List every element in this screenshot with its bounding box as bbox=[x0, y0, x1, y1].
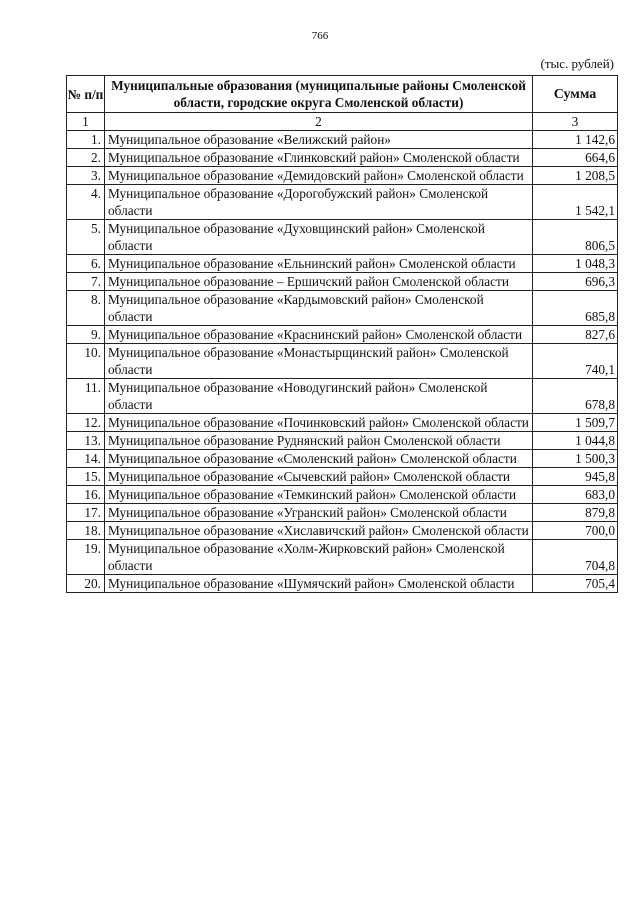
table-row bbox=[67, 185, 618, 220]
table-body bbox=[67, 131, 618, 593]
row-sum: 700,0 bbox=[533, 522, 618, 540]
row-sum: 1 542,1 bbox=[533, 185, 618, 220]
row-sum: 945,8 bbox=[533, 468, 618, 486]
row-sum: 1 509,7 bbox=[533, 414, 618, 432]
municipality-name: Муниципальное образование Руднянский район Смоленской области bbox=[105, 432, 533, 450]
municipality-name: Муниципальное образование «Монастырщинский район» Смоленской области bbox=[105, 344, 533, 379]
row-number: 5. bbox=[67, 220, 105, 255]
row-sum: 1 048,3 bbox=[533, 255, 618, 273]
table-row bbox=[67, 167, 618, 185]
page-number: 766 bbox=[311, 30, 329, 42]
header-number: № п/п bbox=[67, 76, 105, 113]
row-sum: 685,8 bbox=[533, 291, 618, 326]
row-number: 15. bbox=[67, 468, 105, 486]
row-number: 12. bbox=[67, 414, 105, 432]
row-number: 11. bbox=[67, 379, 105, 414]
row-sum: 879,8 bbox=[533, 504, 618, 522]
municipality-name: Муниципальное образование «Дорогобужский район» Смоленской области bbox=[105, 185, 533, 220]
column-index-3: 3 bbox=[533, 113, 618, 131]
row-sum: 1 044,8 bbox=[533, 432, 618, 450]
table-row bbox=[67, 220, 618, 255]
table-header-row bbox=[67, 76, 618, 113]
municipality-name: Муниципальное образование «Починковский район» Смоленской области bbox=[105, 414, 533, 432]
row-number: 13. bbox=[67, 432, 105, 450]
row-sum: 696,3 bbox=[533, 273, 618, 291]
row-number: 4. bbox=[67, 185, 105, 220]
row-sum: 678,8 bbox=[533, 379, 618, 414]
table-row bbox=[67, 326, 618, 344]
row-sum: 1 208,5 bbox=[533, 167, 618, 185]
municipality-name: Муниципальное образование «Краснинский район» Смоленской области bbox=[105, 326, 533, 344]
row-number: 3. bbox=[67, 167, 105, 185]
municipality-name: Муниципальное образование «Сычевский район» Смоленской области bbox=[105, 468, 533, 486]
table-row bbox=[67, 149, 618, 167]
units-label: (тыс. рублей) bbox=[540, 56, 614, 71]
table-row bbox=[67, 468, 618, 486]
municipality-name: Муниципальное образование «Ельнинский район» Смоленской области bbox=[105, 255, 533, 273]
row-sum: 705,4 bbox=[533, 575, 618, 593]
municipality-name: Муниципальное образование «Темкинский район» Смоленской области bbox=[105, 486, 533, 504]
row-sum: 1 142,6 bbox=[533, 131, 618, 149]
table-row bbox=[67, 504, 618, 522]
municipality-name: Муниципальное образование «Глинковский район» Смоленской области bbox=[105, 149, 533, 167]
row-sum: 683,0 bbox=[533, 486, 618, 504]
municipality-name: Муниципальное образование «Новодугинский район» Смоленской области bbox=[105, 379, 533, 414]
row-sum: 664,6 bbox=[533, 149, 618, 167]
row-number: 14. bbox=[67, 450, 105, 468]
row-number: 2. bbox=[67, 149, 105, 167]
table-row bbox=[67, 273, 618, 291]
header-sum: Сумма bbox=[533, 76, 618, 113]
column-index-2: 2 bbox=[105, 113, 533, 131]
row-number: 1. bbox=[67, 131, 105, 149]
municipality-name: Муниципальное образование «Духовщинский район» Смоленской области bbox=[105, 220, 533, 255]
table-row bbox=[67, 540, 618, 575]
row-sum: 1 500,3 bbox=[533, 450, 618, 468]
row-number: 20. bbox=[67, 575, 105, 593]
table-row bbox=[67, 522, 618, 540]
table-row bbox=[67, 379, 618, 414]
column-index-row bbox=[67, 113, 618, 131]
table-row bbox=[67, 291, 618, 326]
municipality-name: Муниципальное образование «Смоленский район» Смоленской области bbox=[105, 450, 533, 468]
row-number: 7. bbox=[67, 273, 105, 291]
municipality-name: Муниципальное образование «Кардымовский район» Смоленской области bbox=[105, 291, 533, 326]
table-row bbox=[67, 131, 618, 149]
table-row bbox=[67, 414, 618, 432]
row-sum: 806,5 bbox=[533, 220, 618, 255]
row-sum: 827,6 bbox=[533, 326, 618, 344]
budget-table bbox=[66, 75, 618, 593]
row-number: 16. bbox=[67, 486, 105, 504]
table-row bbox=[67, 486, 618, 504]
table-row bbox=[67, 255, 618, 273]
row-sum: 740,1 bbox=[533, 344, 618, 379]
table-row bbox=[67, 432, 618, 450]
table-row bbox=[67, 575, 618, 593]
row-number: 18. bbox=[67, 522, 105, 540]
row-sum: 704,8 bbox=[533, 540, 618, 575]
table-row bbox=[67, 450, 618, 468]
header-municipality: Муниципальные образования (муниципальные районы Смоленской области, городские округа Смоленской области) bbox=[105, 76, 533, 113]
municipality-name: Муниципальное образование «Хиславичский район» Смоленской области bbox=[105, 522, 533, 540]
row-number: 8. bbox=[67, 291, 105, 326]
row-number: 10. bbox=[67, 344, 105, 379]
municipality-name: Муниципальное образование «Велижский район» bbox=[105, 131, 533, 149]
municipality-name: Муниципальное образование «Угранский район» Смоленской области bbox=[105, 504, 533, 522]
municipality-name: Муниципальное образование «Демидовский район» Смоленской области bbox=[105, 167, 533, 185]
row-number: 19. bbox=[67, 540, 105, 575]
column-index-1: 1 bbox=[67, 113, 105, 131]
row-number: 17. bbox=[67, 504, 105, 522]
table-row bbox=[67, 344, 618, 379]
municipality-name: Муниципальное образование «Холм-Жирковский район» Смоленской области bbox=[105, 540, 533, 575]
municipality-name: Муниципальное образование «Шумячский район» Смоленской области bbox=[105, 575, 533, 593]
row-number: 9. bbox=[67, 326, 105, 344]
row-number: 6. bbox=[67, 255, 105, 273]
municipality-name: Муниципальное образование – Ершичский район Смоленской области bbox=[105, 273, 533, 291]
